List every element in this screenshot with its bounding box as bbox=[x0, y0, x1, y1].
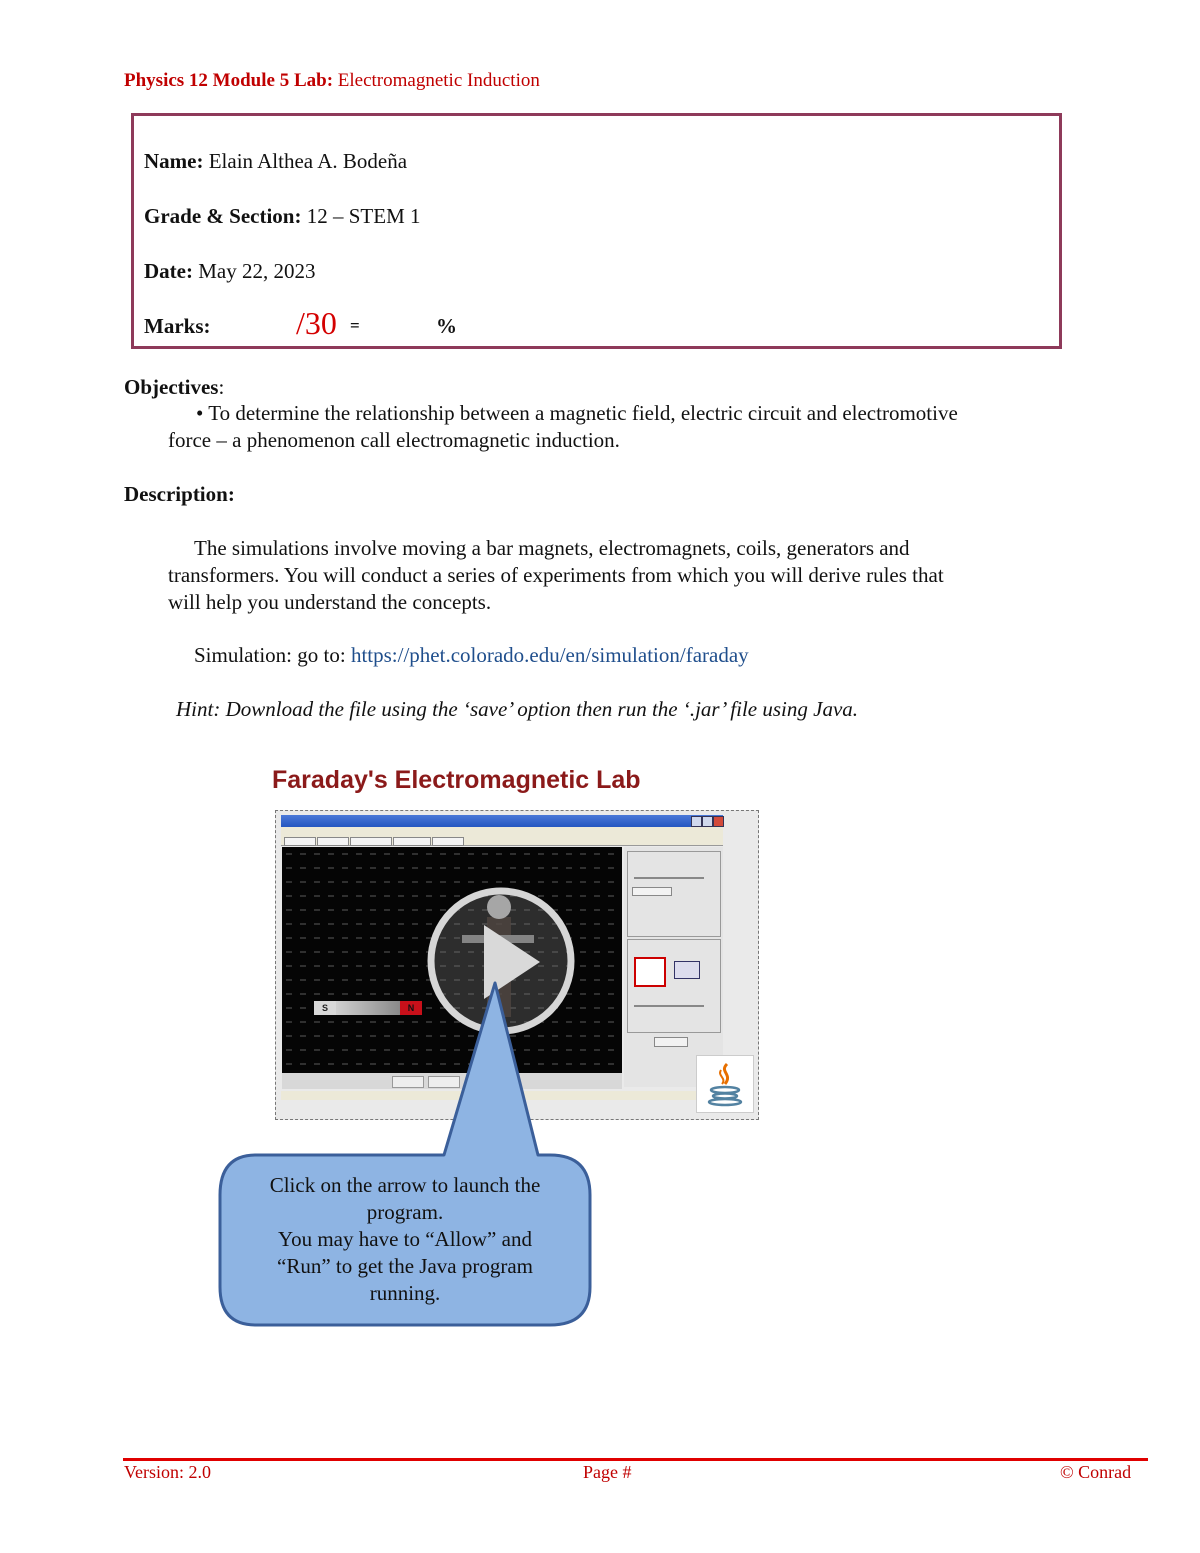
marks-line bbox=[144, 305, 544, 344]
screenshot-title: Faraday's Electromagnetic Lab bbox=[272, 766, 641, 794]
pickup-coil-icon bbox=[634, 957, 666, 987]
close-icon bbox=[713, 816, 724, 827]
window-menubar bbox=[281, 827, 723, 835]
objectives-line-2: force – a phenomenon call electromagnetic induction. bbox=[168, 428, 620, 452]
minimize-icon bbox=[691, 816, 702, 827]
callout-line-3: You may have to “Allow” and bbox=[278, 1227, 532, 1251]
callout-line-2: program. bbox=[366, 1200, 444, 1224]
header-course: Physics 12 Module 5 Lab: bbox=[124, 70, 334, 91]
date-value: May 22, 2023 bbox=[198, 259, 316, 283]
objectives-colon: : bbox=[218, 375, 225, 399]
sim-tab bbox=[350, 837, 392, 846]
header-title: Electromagnetic Induction bbox=[337, 70, 540, 91]
name-label: Name: bbox=[144, 149, 204, 173]
objectives-heading-text: Objectives bbox=[124, 375, 219, 399]
grade-label: Grade & Section: bbox=[144, 204, 302, 228]
sim-tab bbox=[432, 837, 464, 846]
description-line-3: will help you understand the concepts. bbox=[168, 590, 492, 614]
objectives-heading bbox=[124, 375, 224, 400]
date-label: Date: bbox=[144, 259, 193, 283]
objectives-line-1: • To determine the relationship between a magnetic field, electric circuit and electromotive bbox=[196, 401, 958, 425]
sim-tab bbox=[393, 837, 431, 846]
magnet-south: S bbox=[314, 1001, 336, 1015]
footer-divider bbox=[123, 1458, 1148, 1461]
voltmeter-icon bbox=[674, 961, 700, 979]
grade-line bbox=[144, 204, 421, 229]
window-titlebar bbox=[281, 815, 723, 827]
marks-percent: % bbox=[436, 314, 457, 338]
document-header bbox=[124, 70, 540, 92]
callout-text bbox=[240, 1172, 570, 1307]
callout-line-4: “Run” to get the Java program bbox=[277, 1254, 533, 1278]
callout-line-1: Click on the arrow to launch the bbox=[269, 1173, 541, 1197]
marks-label: Marks: bbox=[144, 314, 211, 338]
description-heading: Description: bbox=[124, 482, 235, 506]
sim-tab bbox=[317, 837, 349, 846]
sim-tab bbox=[284, 837, 316, 846]
simulation-link[interactable]: https://phet.colorado.edu/en/simulation/faraday bbox=[350, 643, 749, 667]
simulation-line bbox=[194, 642, 749, 669]
marks-equals: = bbox=[350, 316, 360, 335]
description-line-2: transformers. You will conduct a series of experiments from which you will derive rules that bbox=[168, 563, 944, 587]
name-value: Elain Althea A. Bodeña bbox=[208, 149, 408, 173]
footer-page: Page # bbox=[583, 1462, 632, 1482]
student-info-box bbox=[131, 113, 1062, 349]
footer-version: Version: 2.0 bbox=[124, 1462, 211, 1482]
marks-total: /30 bbox=[296, 305, 337, 341]
hint-text: Hint: Download the file using the ‘save’ option then run the ‘.jar’ file using Java. bbox=[176, 697, 859, 721]
grade-value: 12 – STEM 1 bbox=[306, 204, 421, 228]
control-panel bbox=[624, 847, 723, 1087]
name-line bbox=[144, 149, 407, 174]
window-tabbar bbox=[281, 835, 723, 846]
magnet-north: N bbox=[400, 1001, 422, 1015]
description-line-1: The simulations involve moving a bar magnets, electromagnets, coils, generators and bbox=[194, 536, 910, 560]
maximize-icon bbox=[702, 816, 713, 827]
simulation-label: Simulation: go to: bbox=[194, 643, 346, 667]
callout-line-5: running. bbox=[369, 1281, 441, 1305]
java-icon bbox=[696, 1055, 754, 1113]
footer-copyright: © Conrad bbox=[1060, 1462, 1132, 1482]
date-line bbox=[144, 259, 315, 284]
